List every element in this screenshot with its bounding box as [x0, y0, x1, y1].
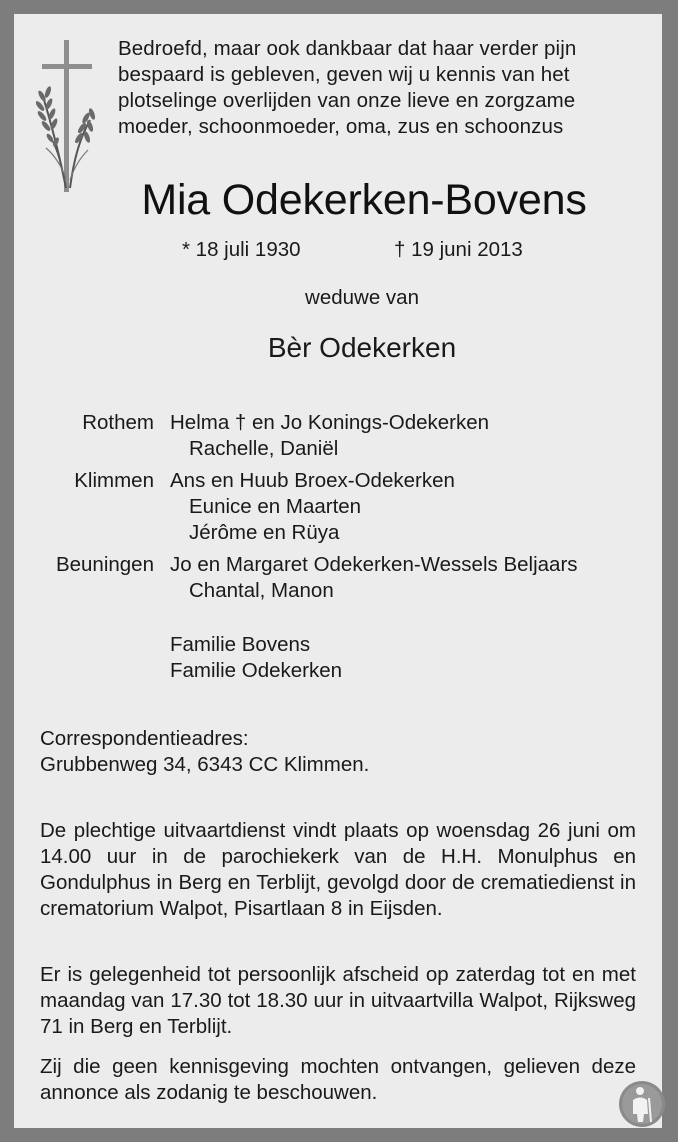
- family-children: Chantal, Manon: [189, 579, 334, 602]
- family-children: Eunice en Maarten: [189, 495, 362, 518]
- mourning-figure-icon: [618, 1080, 666, 1128]
- deceased-name: Mia Odekerken-Bovens: [141, 176, 587, 224]
- intro-line: moeder, schoonmoeder, oma, zus en schoonzus: [118, 115, 564, 138]
- widow-text: weduwe van: [305, 286, 419, 309]
- family-parents: Ans en Huub Broex-Odekerken: [170, 469, 455, 492]
- extended-family: [170, 632, 342, 684]
- correspondence-address: [40, 726, 369, 778]
- intro-line: plotselinge overlijden van onze lieve en zorgzame: [118, 89, 576, 112]
- cross-with-wheat-icon: [36, 38, 98, 198]
- family-place: Rothem: [82, 411, 154, 434]
- family-place: Beuningen: [55, 553, 154, 576]
- family-parents: Helma † en Jo Konings-Odekerken: [170, 411, 490, 434]
- notice-paragraph: Zij die geen kennisgeving mochten ontvangen, gelieven deze annonce als zodanig te beschouwen.: [40, 1055, 636, 1104]
- intro-line: bespaard is gebleven, geven wij u kennis van het: [118, 63, 570, 86]
- intro-line: Bedroefd, maar ook dankbaar dat haar verder pijn: [118, 37, 577, 60]
- extended-family-line: Familie Odekerken: [170, 659, 343, 682]
- funeral-service-paragraph: De plechtige uitvaartdienst vindt plaats op woensdag 26 juni om 14.00 uur in de parochiekerk van de H.H. Monulphus en Gondulphus in Berg en Terblijt, gevolgd door de crematiedienst in crematorium Walpot, Pisartlaan 8 in Eijsden.: [40, 819, 636, 920]
- family-row: [14, 552, 662, 604]
- farewell-paragraph: Er is gelegenheid tot persoonlijk afscheid op zaterdag tot en met maandag van 17.30 tot 18.30 uur in uitvaartvilla Walpot, Rijksweg 71 in Berg en Terblijt.: [40, 963, 636, 1038]
- intro-text: [118, 36, 638, 140]
- family-row: [14, 410, 662, 462]
- death-date: † 19 juni 2013: [394, 238, 523, 261]
- family-children: Rachelle, Daniël: [189, 437, 339, 460]
- family-place: Klimmen: [74, 469, 154, 492]
- family-list: [14, 410, 662, 604]
- correspondence-label: Correspondentieadres:: [40, 727, 249, 750]
- obituary-card: [14, 14, 662, 1128]
- extended-family-line: Familie Bovens: [170, 633, 311, 656]
- spouse-name: Bèr Odekerken: [267, 332, 457, 363]
- family-parents: Jo en Margaret Odekerken-Wessels Beljaars: [170, 553, 578, 576]
- birth-date: * 18 juli 1930: [182, 238, 301, 261]
- correspondence-value: Grubbenweg 34, 6343 CC Klimmen.: [40, 753, 370, 776]
- family-children: Jérôme en Rüya: [189, 521, 340, 544]
- family-row: [14, 468, 662, 546]
